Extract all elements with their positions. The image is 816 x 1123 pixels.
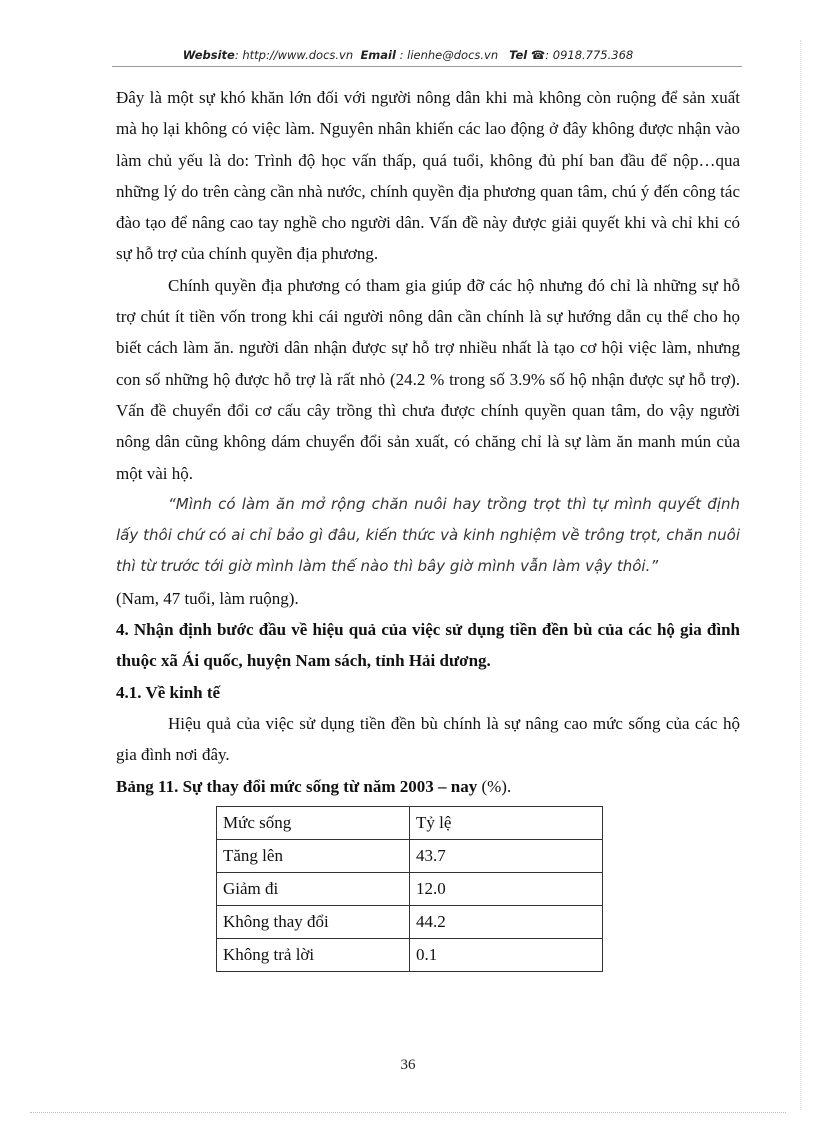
- paragraph-2: Chính quyền địa phương có tham gia giúp đỡ các hộ nhưng đó chỉ là những sự hỗ trợ chút ít tiền vốn trong khi cái người nông dân cần chính là sự hướng dẫn cụ thể cho họ biết cách làm ăn. người dân nhận được sự hỗ trợ nhiều nhất là tạo cơ hội việc làm, nhưng con số những hộ được hỗ trợ là rất nhỏ (24.2 % trong số 3.9% số hộ nhận được sự hỗ trợ). Vấn đề chuyển đổi cơ cấu cây trồng thì chưa được chính quyền quan tâm, do vậy người nông dân cũng không dám chuyển đổi sản xuất, có chăng chỉ là sự làm ăn manh mún của một vài hộ.: [116, 275, 740, 483]
- paragraph-3: Hiệu quả của việc sử dụng tiền đền bù chính là sự nâng cao mức sống của các hộ gia đình nơi đây.: [116, 713, 740, 765]
- email-value[interactable]: : lienhe@docs.vn: [399, 48, 499, 62]
- table-row: [217, 839, 603, 872]
- page-number: 36: [400, 1057, 416, 1073]
- living-standard-table: [216, 806, 603, 972]
- page-bottom-dots: [30, 1112, 786, 1113]
- table-cell: 0.1: [410, 938, 603, 971]
- header-divider: [112, 66, 742, 67]
- table-header-cell: Tỷ lệ: [410, 806, 603, 839]
- table-cell: 44.2: [410, 905, 603, 938]
- table-row: [217, 938, 603, 971]
- section-heading-4: 4. Nhận định bước đầu về hiệu quả của việc sử dụng tiền đền bù của các hộ gia đình thuộc xã Ái quốc, huyện Nam sách, tỉnh Hải dương.: [116, 620, 740, 671]
- paragraph-1: Đây là một sự khó khăn lớn đối với người nông dân khi mà không còn ruộng để sản xuất mà họ lại không có việc làm. Nguyên nhân khiến các lao động ở đây không được nhận vào làm chủ yếu là do: Trình độ học vấn thấp, quá tuổi, không đủ phí ban đầu để nộp…qua những lý do trên càng cần nhà nước, chính quyền địa phương quan tâm, chú ý đến công tác đào tạo để nâng cao tay nghề cho người dân. Vấn đề này được giải quyết khi và chỉ khi có sự hỗ trợ của chính quyền địa phương.: [116, 88, 740, 264]
- table-header-cell: Mức sống: [217, 806, 410, 839]
- document-body: [116, 82, 740, 972]
- table-cell: Không thay đổi: [217, 905, 410, 938]
- email-label: Email: [360, 48, 396, 62]
- table-row: [217, 872, 603, 905]
- section-heading-4-1: 4.1. Về kinh tế: [116, 682, 221, 702]
- table-title: [116, 771, 740, 802]
- page-edge-dots: [800, 40, 801, 1110]
- table-cell: Giảm đi: [217, 872, 410, 905]
- table-cell: Tăng lên: [217, 839, 410, 872]
- table-cell: Không trả lời: [217, 938, 410, 971]
- table-title-suffix: (%).: [477, 776, 512, 796]
- website-label: Website: [182, 48, 235, 62]
- table-cell: 43.7: [410, 839, 603, 872]
- quote-source: (Nam, 47 tuổi, làm ruộng).: [116, 588, 299, 608]
- page-header: [0, 48, 816, 62]
- table-header-row: [217, 806, 603, 839]
- table-cell: 12.0: [410, 872, 603, 905]
- tel-value: : 0918.775.368: [545, 48, 634, 62]
- phone-icon: ☎: [530, 48, 546, 62]
- interview-quote: “Mình có làm ăn mở rộng chăn nuôi hay trồng trọt thì tự mình quyết định lấy thôi chứ có ai chỉ bảo gì đâu, kiến thức và kinh nghiệm về trông trọt, chăn nuôi thì từ trước tới giờ mình làm thế nào thì bây giờ mình vẫn làm vậy thôi.”: [116, 494, 740, 576]
- table-row: [217, 905, 603, 938]
- tel-label: Tel: [509, 48, 528, 62]
- website-value[interactable]: : http://www.docs.vn: [234, 48, 354, 62]
- table-title-text: Bảng 11. Sự thay đổi mức sống từ năm 2003 – nay: [116, 776, 478, 796]
